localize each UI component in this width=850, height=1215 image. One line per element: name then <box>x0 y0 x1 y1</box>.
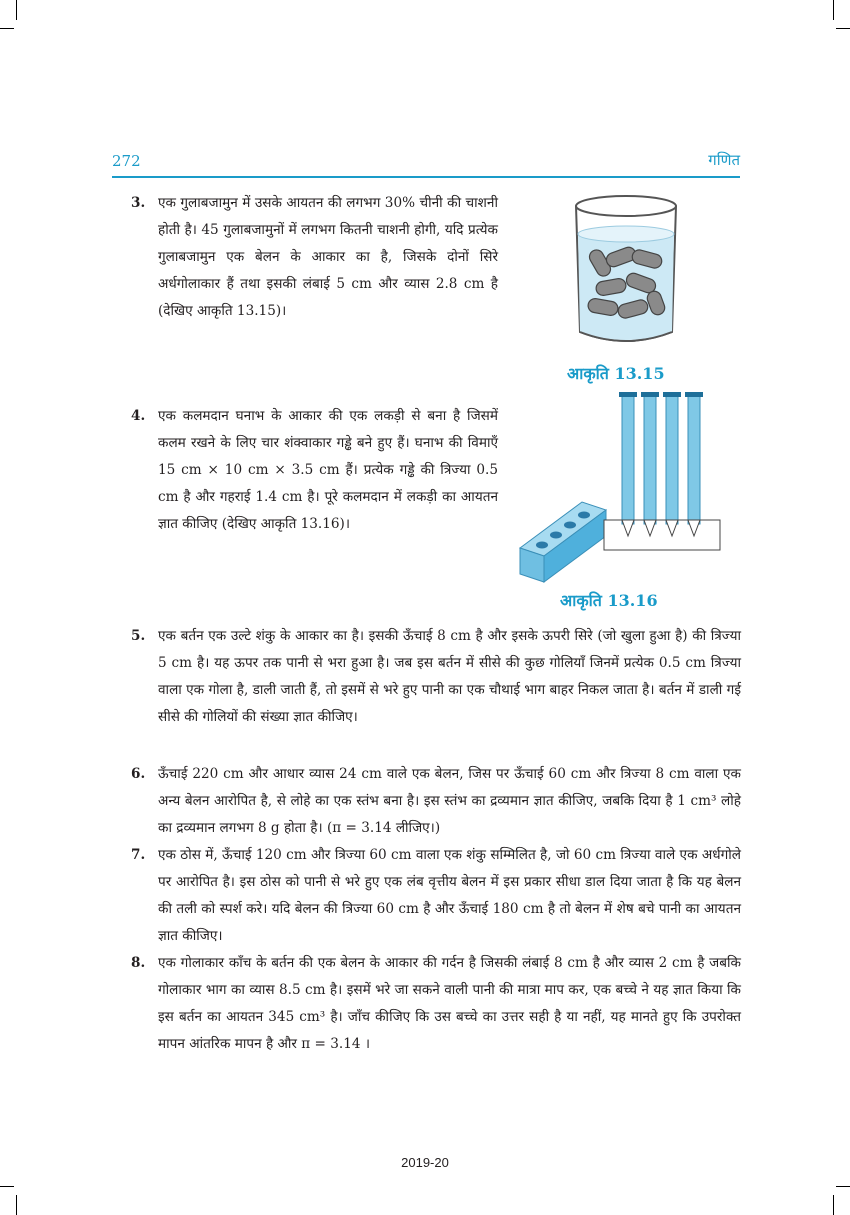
question-4 <box>131 403 498 538</box>
crop-mark <box>836 28 850 29</box>
figure-13-16-caption: आकृति 13.16 <box>560 591 658 610</box>
question-number: 6. <box>131 766 146 782</box>
question-6 <box>131 761 741 842</box>
question-number: 4. <box>131 408 146 424</box>
footer-year: 2019-20 <box>401 1155 449 1170</box>
crop-mark <box>833 1195 834 1215</box>
question-number: 7. <box>131 847 146 863</box>
figure-13-15-caption: आकृति 13.15 <box>567 364 665 383</box>
question-text: एक बर्तन एक उल्टे शंकु के आकार का है। इसकी ऊँचाई 8 cm है और इसके ऊपरी सिरे (जो खुला हुआ है) की त्रिज्या 5 cm है। यह ऊपर तक पानी से भरा हुआ है। जब इस बर्तन में सीसे की कुछ गोलियाँ जिनमें प्रत्येक 0.5 cm त्रिज्या वाला एक गोला है, डाली जाती हैं, तो इसमें से भरे हुए पानी का एक चौथाई भाग बाहर निकल जाता है। बर्तन में डाली गई सीसे की गोलियों की संख्या ज्ञात कीजिए। <box>158 628 741 725</box>
figure-13-15-glass <box>566 192 686 352</box>
crop-mark <box>833 0 834 20</box>
question-5 <box>131 623 741 731</box>
question-text: ऊँचाई 220 cm और आधार व्यास 24 cm वाले एक बेलन, जिस पर ऊँचाई 60 cm और त्रिज्या 8 cm वाला एक अन्य बेलन आरोपित है, से लोहे का एक स्तंभ बना है। इस स्तंभ का द्रव्यमान ज्ञात कीजिए, जबकि दिया है 1 cm³ लोहे का द्रव्यमान लगभग 8 g होता है। (π = 3.14 लीजिए।) <box>158 766 741 836</box>
question-number: 5. <box>131 628 146 644</box>
chapter-subject: गणित <box>708 151 740 169</box>
crop-mark <box>0 28 14 29</box>
header-rule <box>112 176 740 178</box>
page-number: 272 <box>112 152 141 170</box>
question-text: एक गोलाकार काँच के बर्तन की एक बेलन के आकार की गर्दन है जिसकी लंबाई 8 cm है और व्यास 2 cm है जबकि गोलाकार भाग का व्यास 8.5 cm है। इसमें भरे जा सकने वाली पानी की मात्रा माप कर, एक बच्चे ने यह ज्ञात किया कि इस बर्तन का आयतन 345 cm³ है। जाँच कीजिए कि उस बच्चे का उत्तर सही है या नहीं, यह मानते हुए कि उपरोक्त मापन आंतरिक मापन है और π = 3.14 । <box>158 955 741 1052</box>
question-7 <box>131 842 741 950</box>
crop-mark <box>16 1195 17 1215</box>
question-text: एक कलमदान घनाभ के आकार की एक लकड़ी से बना है जिसमें कलम रखने के लिए चार शंक्वाकार गड्ढे बने हुए हैं। घनाभ की विमाएँ 15 cm × 10 cm × 3.5 cm हैं। प्रत्येक गड्ढे की त्रिज्या 0.5 cm है और गहराई 1.4 cm है। पूरे कलमदान में लकड़ी का आयतन ज्ञात कीजिए (देखिए आकृति 13.16)। <box>158 408 498 532</box>
question-8 <box>131 950 741 1058</box>
question-number: 3. <box>131 195 146 211</box>
question-text: एक गुलाबजामुन में उसके आयतन की लगभग 30% चीनी की चाशनी होती है। 45 गुलाबजामुनों में लगभग कितनी चाशनी होगी, यदि प्रत्येक गुलाबजामुन एक बेलन के आकार का है, जिसके दोनों सिरे अर्धगोलाकार हैं तथा इसकी लंबाई 5 cm और व्यास 2.8 cm है (देखिए आकृति 13.15)। <box>158 195 498 319</box>
question-number: 8. <box>131 955 146 971</box>
question-text: एक ठोस में, ऊँचाई 120 cm और त्रिज्या 60 cm वाला एक शंकु सम्मिलित है, जो 60 cm त्रिज्या वाले एक अर्धगोले पर आरोपित है। इस ठोस को पानी से भरे हुए एक लंब वृत्तीय बेलन में इस प्रकार सीधा डाल दिया जाता है कि यह बेलन की तली को स्पर्श करे। यदि बेलन की त्रिज्या 60 cm है और ऊँचाई 180 cm है तो बेलन में शेष बचे पानी का आयतन ज्ञात कीजिए। <box>158 847 741 944</box>
crop-mark <box>0 1186 14 1187</box>
crop-mark <box>16 0 17 20</box>
question-3 <box>131 190 498 325</box>
figure-13-16-pen-stand <box>516 390 726 585</box>
crop-mark <box>836 1186 850 1187</box>
